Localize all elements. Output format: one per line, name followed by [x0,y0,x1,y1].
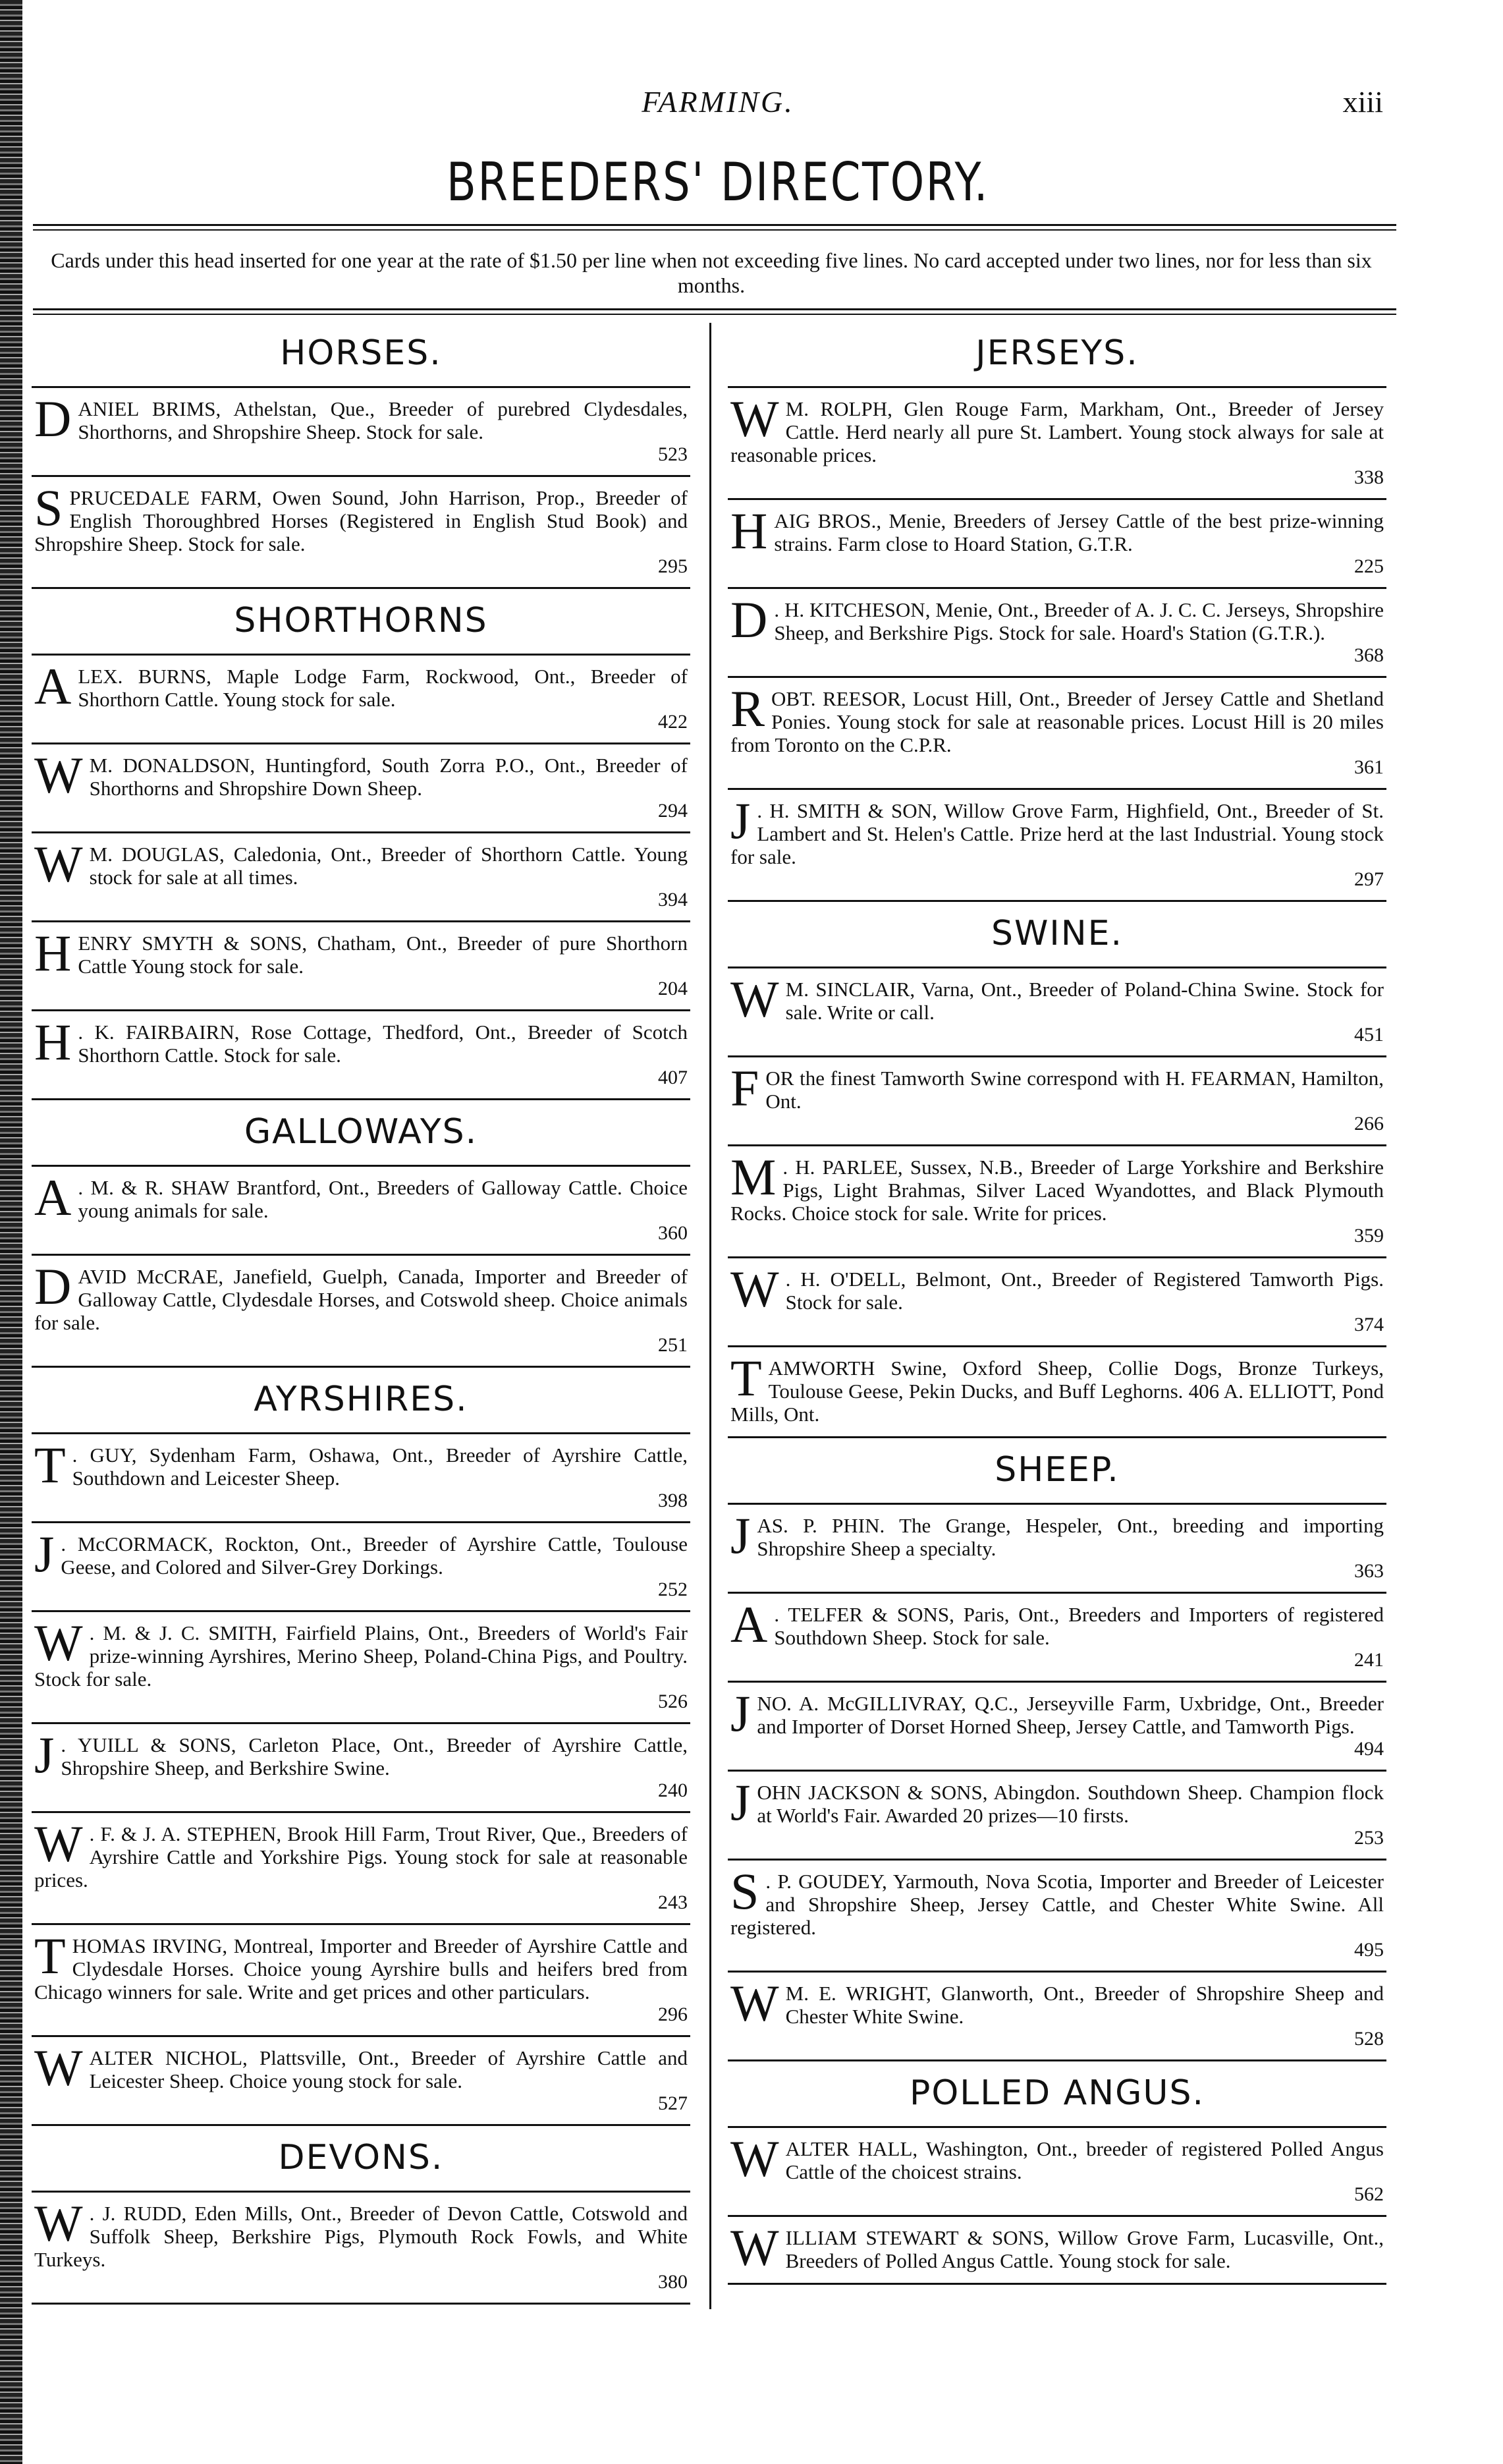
card-text: M. E. WRIGHT, Glanworth, Ont., Breeder of Shropshire Sheep and Chester White Swine. [785,1982,1384,2028]
drop-cap: A [730,1596,768,1653]
card-text: AS. P. PHIN. The Grange, Hespeler, Ont., breeding and importing Shropshire Sheep a specialty. [757,1514,1384,1560]
card-text: . K. FAIRBAIRN, Rose Cottage, Thedford, Ont., Breeder of Scotch Shorthorn Cattle. Stock for sale. [78,1021,688,1067]
card-number: 451 [1354,1024,1384,1046]
breeder-card [728,1345,1386,1438]
card-text: . H. O'DELL, Belmont, Ont., Breeder of Registered Tamworth Pigs. Stock for sale. [785,1268,1384,1314]
directory-section [32,1376,690,2126]
card-text: OHN JACKSON & SONS, Abingdon. Southdown Sheep. Champion flock at World's Fair. Awarded 20 prizes—10 firsts. [757,1781,1384,1827]
card-text: . F. & J. A. STEPHEN, Brook Hill Farm, Trout River, Que., Breeders of Ayrshire Cattle and Yorkshire Pigs. Young stock for sale at reasonable prices. [34,1822,688,1891]
breeder-card [32,1432,690,1521]
directory-section [32,329,690,589]
card-number: 243 [658,1891,688,1913]
drop-cap: D [34,390,72,447]
breeder-card [32,1722,690,1811]
breeder-card [32,1165,690,1254]
directory-section [32,1108,690,1368]
section-heading: POLLED ANGUS. [909,2073,1205,2113]
card-text: AMWORTH Swine, Oxford Sheep, Collie Dogs, Bronze Turkeys, Toulouse Geese, Pekin Ducks, and Buff Leghorns. 406 A. ELLIOTT, Pond Mills, Ont. [730,1357,1384,1426]
card-text: . M. & R. SHAW Brantford, Ont., Breeders of Galloway Cattle. Choice young animals for sale. [78,1176,688,1222]
breeder-card [32,2035,690,2126]
card-text: AIG BROS., Menie, Breeders of Jersey Cattle of the best prize-winning strains. Farm close to Hoard Station, G.T.R. [774,509,1384,555]
drop-cap: H [34,1013,72,1071]
breeder-card [728,2215,1386,2285]
drop-cap: W [730,2130,779,2187]
card-text: HOMAS IRVING, Montreal, Importer and Breeder of Ayrshire Cattle and Clydesdale Horses. Choice young Ayrshire bulls and heifers bred from Chicago winners for sale. Write and get prices and other particulars. [34,1934,688,2003]
card-number: 363 [1354,1560,1384,1582]
card-number: 494 [1354,1738,1384,1760]
section-heading: JERSEYS. [975,333,1139,373]
card-text: . H. KITCHESON, Menie, Ont., Breeder of A. J. C. C. Jerseys, Shropshire Sheep, and Berkshire Pigs. Stock for sale. Hoard's Station (G.T.R.). [774,598,1384,644]
directory-section [32,2134,690,2305]
card-number: 338 [1354,466,1384,488]
card-text: M. DONALDSON, Huntingford, South Zorra P.O., Ont., Breeder of Shorthorns and Shropshire Down Sheep. [89,754,688,800]
breeder-card [32,1254,690,1368]
drop-cap: J [730,1507,751,1564]
card-text: M. SINCLAIR, Varna, Ont., Breeder of Poland-China Swine. Stock for sale. Write or call. [785,978,1384,1024]
card-text: . GUY, Sydenham Farm, Oshawa, Ont., Breeder of Ayrshire Cattle, Southdown and Leicester Sheep. [72,1443,688,1490]
breeder-card [32,742,690,831]
drop-cap: J [34,1525,55,1582]
section-heading: SHEEP. [995,1450,1120,1490]
card-number: 422 [658,711,688,733]
breeder-card [32,386,690,475]
card-number: 528 [1354,2028,1384,2050]
drop-cap: W [34,835,83,893]
card-number: 380 [658,2271,688,2293]
drop-cap: D [34,1258,72,1315]
drop-cap: W [34,2039,83,2096]
drop-cap: W [730,390,779,447]
card-text: . McCORMACK, Rockton, Ont., Breeder of Ayrshire Cattle, Toulouse Geese, and Colored and Silver-Grey Dorkings. [61,1532,688,1579]
drop-cap: W [730,2219,779,2276]
breeder-card [728,587,1386,676]
card-text: . J. RUDD, Eden Mills, Ont., Breeder of Devon Cattle, Cotswold and Suffolk Sheep, Berkshire Pigs, Plymouth Rock Fowls, and White Turkeys. [34,2202,688,2271]
card-text: ALTER HALL, Washington, Ont., breeder of registered Polled Angus Cattle of the choicest strains. [785,2137,1384,2183]
card-number: 253 [1354,1827,1384,1849]
card-number: 526 [658,1691,688,1712]
page-title: BREEDERS' DIRECTORY. [446,152,990,213]
card-number: 523 [658,443,688,465]
page-header [40,84,1396,124]
breeder-card [32,475,690,589]
breeder-card [728,1055,1386,1144]
directory-section [728,910,1386,1438]
card-number: 240 [658,1779,688,1801]
breeder-card [728,1256,1386,1345]
card-number: 241 [1354,1649,1384,1671]
card-number: 297 [1354,868,1384,890]
card-text: LEX. BURNS, Maple Lodge Farm, Rockwood, Ont., Breeder of Shorthorn Cattle. Young stock for sale. [78,665,688,711]
breeder-card [728,1144,1386,1256]
drop-cap: W [34,1614,83,1671]
card-number: 294 [658,800,688,822]
breeder-card [32,920,690,1009]
card-number: 361 [1354,756,1384,778]
drop-cap: J [34,1726,55,1783]
card-number: 368 [1354,644,1384,666]
card-number: 495 [1354,1939,1384,1961]
notice-rule [33,308,1396,310]
section-heading: DEVONS. [278,2138,444,2177]
card-number: 407 [658,1067,688,1088]
card-number: 398 [658,1490,688,1511]
breeder-card [728,386,1386,498]
card-number: 296 [658,2003,688,2025]
breeder-card [32,1923,690,2035]
column-divider [709,323,711,2309]
card-number: 359 [1354,1225,1384,1246]
drop-cap: D [730,591,768,648]
directory-section [32,597,690,1100]
drop-cap: T [730,1349,762,1407]
card-number: 527 [658,2092,688,2114]
card-text: ENRY SMYTH & SONS, Chatham, Ont., Breeder of pure Shorthorn Cattle Young stock for sale. [78,932,688,978]
title-rule [33,224,1396,226]
card-text: PRUCEDALE FARM, Owen Sound, John Harrison, Prop., Breeder of English Thoroughbred Horses (Registered in English Stud Book) and Shropshire Sheep. Stock for sale. [34,486,688,555]
card-number: 225 [1354,555,1384,577]
card-number: 266 [1354,1113,1384,1134]
card-number: 394 [658,889,688,910]
drop-cap: A [34,658,72,715]
drop-cap: W [34,2195,83,2252]
breeder-card [728,676,1386,788]
drop-cap: M [730,1148,777,1206]
card-number: 374 [1354,1314,1384,1335]
drop-cap: J [730,1685,751,1742]
breeder-card [32,654,690,742]
breeder-card [728,966,1386,1055]
card-text: . TELFER & SONS, Paris, Ont., Breeders and Importers of registered Southdown Sheep. Stock for sale. [774,1603,1384,1649]
rate-notice: Cards under this head inserted for one year at the rate of $1.50 per line when not exceeding five lines. No card accepted under two lines, nor for less than six months. [51,248,1372,297]
breeder-card [728,2126,1386,2215]
card-text: OBT. REESOR, Locust Hill, Ont., Breeder of Jersey Cattle and Shetland Ponies. Young stock for sale at reasonable prices. Locust Hill is 20 miles from Toronto on the C.P.R. [730,687,1384,756]
section-heading: AYRSHIRES. [254,1380,468,1419]
breeder-card [32,1610,690,1722]
breeder-card [728,1971,1386,2061]
drop-cap: W [34,746,83,804]
breeder-card [728,788,1386,902]
drop-cap: S [730,1862,759,1920]
card-text: . YUILL & SONS, Carleton Place, Ont., Breeder of Ayrshire Cattle, Shropshire Sheep, and Berkshire Swine. [61,1733,688,1779]
section-heading: GALLOWAYS. [244,1112,478,1152]
card-text: AVID McCRAE, Janefield, Guelph, Canada, Importer and Breeder of Galloway Cattle, Clydesdale Horses, and Cotswold sheep. Choice animals for sale. [34,1265,688,1334]
breeder-card [728,1503,1386,1592]
directory-section [728,2069,1386,2285]
drop-cap: H [34,924,72,982]
breeder-card [32,1009,690,1100]
card-text: . H. SMITH & SON, Willow Grove Farm, Highfield, Ont., Breeder of St. Lambert and St. Helen's Cattle. Prize herd at the last Industrial. Young stock for sale. [730,799,1384,868]
breeder-card [728,1592,1386,1681]
left-column [32,329,690,2312]
drop-cap: W [730,1260,779,1318]
breeder-card [728,1681,1386,1770]
drop-cap: W [730,970,779,1028]
card-text: . M. & J. C. SMITH, Fairfield Plains, Ont., Breeders of World's Fair prize-winning Ayrshires, Merino Sheep, Poland-China Pigs, and Poultry. Stock for sale. [34,1621,688,1691]
card-text: ALTER NICHOL, Plattsville, Ont., Breeder of Ayrshire Cattle and Leicester Sheep. Choice young stock for sale. [89,2046,688,2092]
drop-cap: S [34,479,63,536]
card-text: ANIEL BRIMS, Athelstan, Que., Breeder of purebred Clydesdales, Shorthorns, and Shropshire Sheep. Stock for sale. [78,397,688,443]
card-number: 204 [658,978,688,999]
card-text: M. ROLPH, Glen Rouge Farm, Markham, Ont., Breeder of Jersey Cattle. Herd nearly all pure St. Lambert. Young stock always for sale at reasonable prices. [730,397,1384,466]
card-text: OR the finest Tamworth Swine correspond with H. FEARMAN, Hamilton, Ont. [765,1067,1384,1113]
card-text: . H. PARLEE, Sussex, N.B., Breeder of Large Yorkshire and Berkshire Pigs, Light Brahmas, Silver Laced Wyandottes, and Black Plymouth Rocks. Choice stock for sale. Write for prices. [730,1156,1384,1225]
drop-cap: W [730,1974,779,2032]
directory-section [728,1446,1386,2061]
card-number: 295 [658,555,688,577]
card-number: 252 [658,1579,688,1600]
drop-cap: A [34,1169,72,1226]
card-number: 562 [1354,2183,1384,2205]
card-text: M. DOUGLAS, Caledonia, Ont., Breeder of Shorthorn Cattle. Young stock for sale at all times. [89,843,688,889]
breeder-card [728,498,1386,587]
section-heading: SHORTHORNS [234,601,488,640]
drop-cap: R [730,680,765,737]
drop-cap: T [34,1927,66,1984]
drop-cap: J [730,1774,751,1831]
directory-section [728,329,1386,902]
page-binding-edge [0,0,22,2464]
drop-cap: H [730,502,768,559]
card-text: . P. GOUDEY, Yarmouth, Nova Scotia, Importer and Breeder of Leicester and Shropshire Sheep, Jersey Cattle, and Chester White Swine. All registered. [730,1870,1384,1939]
page-number: xiii [1342,85,1383,119]
card-text: NO. A. McGILLIVRAY, Q.C., Jerseyville Farm, Uxbridge, Ont., Breeder and Importer of Dorset Horned Sheep, Jersey Cattle, and Tamworth Pigs. [757,1692,1384,1738]
breeder-card [32,1521,690,1610]
card-number: 251 [658,1334,688,1356]
breeder-card [728,1770,1386,1859]
breeder-card [32,2191,690,2305]
right-column [728,329,1386,2293]
drop-cap: W [34,1815,83,1872]
drop-cap: J [730,792,751,849]
section-heading: SWINE. [991,914,1124,953]
breeder-card [728,1859,1386,1971]
drop-cap: F [730,1059,759,1117]
breeder-card [32,831,690,920]
breeder-card [32,1811,690,1923]
running-title: FARMING. [642,85,794,119]
card-number: 360 [658,1222,688,1244]
drop-cap: T [34,1436,66,1494]
section-heading: HORSES. [280,333,442,373]
card-text: ILLIAM STEWART & SONS, Willow Grove Farm, Lucasville, Ont., Breeders of Polled Angus Cattle. Young stock for sale. [785,2226,1384,2272]
